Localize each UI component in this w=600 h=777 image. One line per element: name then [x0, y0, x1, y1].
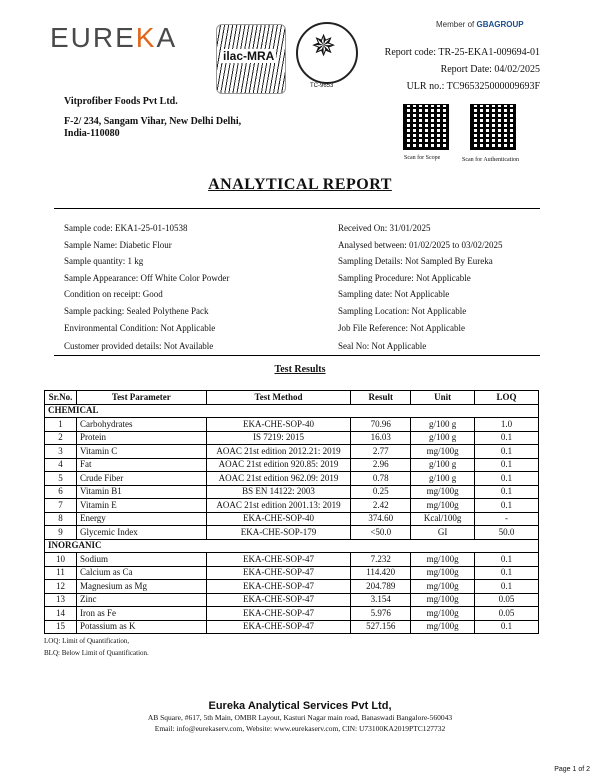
table-cell: 0.1 [475, 499, 539, 513]
table-cell: Zinc [76, 593, 206, 607]
table-cell: Kcal/100g [411, 512, 475, 526]
table-cell: mg/100g [411, 445, 475, 459]
table-cell: Carbohydrates [76, 418, 206, 432]
table-cell: Sodium [76, 553, 206, 567]
table-cell: 11 [45, 566, 77, 580]
table-cell: 0.05 [475, 607, 539, 621]
footer-address: AB Square, #617, 5th Main, OMBR Layout, Kasturi Nagar main road, Banaswadi Bangalore-560043 [147, 713, 453, 722]
table-cell: IS 7219: 2015 [206, 431, 351, 445]
table-row [45, 620, 539, 634]
table-row [45, 512, 539, 526]
table-cell: 9 [45, 526, 77, 540]
table-cell: AOAC 21st edition 920.85: 2019 [206, 458, 351, 472]
table-cell: 16.03 [351, 431, 411, 445]
table-cell: 0.1 [475, 553, 539, 567]
table-row [45, 593, 539, 607]
table-cell: mg/100g [411, 593, 475, 607]
table-cell: 0.78 [351, 472, 411, 486]
table-cell: mg/100g [411, 580, 475, 594]
table-row [45, 431, 539, 445]
table-cell: mg/100g [411, 620, 475, 634]
table-cell: EKA-CHE-SOP-47 [206, 607, 351, 621]
test-results-table [44, 390, 539, 634]
table-cell: EKA-CHE-SOP-47 [206, 553, 351, 567]
table-cell: 527.156 [351, 620, 411, 634]
table-cell: 5 [45, 472, 77, 486]
member-of: Member of GBAGROUP [436, 20, 524, 29]
scope-qr-caption: Scan for Scope [404, 155, 441, 161]
table-row [45, 472, 539, 486]
table-row [45, 553, 539, 567]
client-address: Vitprofiber Foods Pvt Ltd. F-2/ 234, Sangam Vihar, New Delhi Delhi, India-110080 [64, 96, 242, 139]
divider-top [54, 208, 540, 209]
table-cell: Glycemic Index [76, 526, 206, 540]
section-row-chemical: CHEMICAL [45, 404, 539, 418]
table-row [45, 418, 539, 432]
table-cell: 204.789 [351, 580, 411, 594]
table-cell: 2.77 [351, 445, 411, 459]
authentication-qr-code[interactable] [470, 104, 516, 150]
table-row [45, 566, 539, 580]
table-cell: 2 [45, 431, 77, 445]
table-row [45, 607, 539, 621]
divider-bottom [54, 355, 540, 356]
accreditation-seal: ✵ [296, 22, 358, 84]
table-cell: Iron as Fe [76, 607, 206, 621]
table-cell: Energy [76, 512, 206, 526]
table-cell: Fat [76, 458, 206, 472]
section-row-inorganic: INORGANIC [45, 539, 539, 553]
table-cell: mg/100g [411, 553, 475, 567]
ilac-mra-logo: ilac-MRA [216, 24, 286, 94]
table-cell: - [475, 512, 539, 526]
loq-note: LOQ: Limit of Quantification, [44, 637, 130, 645]
table-row [45, 499, 539, 513]
footer [0, 700, 600, 734]
page-number: Page 1 of 2 [554, 766, 590, 773]
table-cell: 2.42 [351, 499, 411, 513]
table-cell: EKA-CHE-SOP-47 [206, 580, 351, 594]
table-cell: Calcium as Ca [76, 566, 206, 580]
table-cell: mg/100g [411, 607, 475, 621]
table-cell: 0.1 [475, 620, 539, 634]
sample-info-left: Sample code: EKA1-25-01-10538 Sample Name: Diabetic Flour Sample quantity: 1 kg Sample Appearance: Off White Color Powder Condition on receipt: Good Sample packing: Sealed Polythene Pack Environmental Condition: Not Applicable Customer provided details: Not Available [64, 223, 230, 352]
table-cell: 114.420 [351, 566, 411, 580]
notes [44, 635, 149, 659]
authentication-qr-caption: Scan for Authentication [462, 157, 519, 163]
table-cell: 12 [45, 580, 77, 594]
table-cell: EKA-CHE-SOP-47 [206, 593, 351, 607]
table-cell: Protein [76, 431, 206, 445]
table-cell: 5.976 [351, 607, 411, 621]
table-row [45, 445, 539, 459]
table-cell: Potassium as K [76, 620, 206, 634]
table-cell: EKA-CHE-SOP-40 [206, 418, 351, 432]
table-cell: 15 [45, 620, 77, 634]
table-cell: <50.0 [351, 526, 411, 540]
table-cell: 0.1 [475, 445, 539, 459]
table-cell: 10 [45, 553, 77, 567]
table-header-row: Sr.No. Test Parameter Test Method Result Unit LOQ [45, 391, 539, 405]
ulr-number: ULR no.: TC965325000009693F [406, 81, 540, 92]
table-cell: mg/100g [411, 566, 475, 580]
table-cell: 2.96 [351, 458, 411, 472]
table-cell: 0.1 [475, 485, 539, 499]
table-cell: 50.0 [475, 526, 539, 540]
table-cell: EKA-CHE-SOP-179 [206, 526, 351, 540]
scope-qr-code[interactable] [403, 104, 449, 150]
footer-company: Eureka Analytical Services Pvt Ltd, [208, 700, 392, 712]
table-cell: AOAC 21st edition 2001.13: 2019 [206, 499, 351, 513]
table-cell: mg/100g [411, 485, 475, 499]
table-cell: 0.1 [475, 580, 539, 594]
sample-info-right: Received On: 31/01/2025 Analysed between: 01/02/2025 to 03/02/2025 Sampling Details: Not Sampled By Eureka Sampling Procedure: Not Applicable Sampling date: Not Applicable Sampling Location: Not Applicable Job File Reference: Not Applicable Seal No: Not Applicable [338, 223, 503, 352]
table-cell: 1.0 [475, 418, 539, 432]
table-cell: 0.25 [351, 485, 411, 499]
table-cell: 374.60 [351, 512, 411, 526]
table-row [45, 580, 539, 594]
table-cell: mg/100g [411, 499, 475, 513]
table-cell: Magnesium as Mg [76, 580, 206, 594]
table-row [45, 485, 539, 499]
table-cell: 1 [45, 418, 77, 432]
table-cell: g/100 g [411, 458, 475, 472]
footer-contact: Email: info@eurekaserv.com, Website: www.eurekaserv.com, CIN: U73100KA2019PTC127732 [154, 724, 446, 733]
table-cell: Crude Fiber [76, 472, 206, 486]
table-cell: BS EN 14122: 2003 [206, 485, 351, 499]
table-cell: EKA-CHE-SOP-40 [206, 512, 351, 526]
report-code: Report code: TR-25-EKA1-009694-01 [384, 47, 540, 58]
table-cell: 8 [45, 512, 77, 526]
table-cell: 7.232 [351, 553, 411, 567]
table-cell: 3.154 [351, 593, 411, 607]
table-cell: 0.1 [475, 566, 539, 580]
client-name: Vitprofiber Foods Pvt Ltd. [64, 96, 178, 107]
table-row [45, 458, 539, 472]
table-cell: 6 [45, 485, 77, 499]
table-cell: 70.96 [351, 418, 411, 432]
table-cell: Vitamin C [76, 445, 206, 459]
table-cell: 13 [45, 593, 77, 607]
blq-note: BLQ: Below Limit of Quantification. [44, 649, 149, 657]
table-cell: AOAC 21st edition 962.09: 2019 [206, 472, 351, 486]
table-cell: 0.1 [475, 472, 539, 486]
table-cell: EKA-CHE-SOP-47 [206, 620, 351, 634]
report-date: Report Date: 04/02/2025 [440, 64, 540, 75]
table-cell: 7 [45, 499, 77, 513]
test-results-title: Test Results [274, 364, 326, 375]
table-cell: Vitamin B1 [76, 485, 206, 499]
table-cell: g/100 g [411, 431, 475, 445]
table-cell: Vitamin E [76, 499, 206, 513]
report-title: ANALYTICAL REPORT [208, 176, 392, 193]
eureka-logo: EUREKA [50, 22, 178, 53]
accreditation-code: TC-9653 [310, 83, 334, 89]
table-cell: 4 [45, 458, 77, 472]
table-cell: 0.1 [475, 458, 539, 472]
table-cell: g/100 g [411, 418, 475, 432]
table-cell: g/100 g [411, 472, 475, 486]
table-cell: 3 [45, 445, 77, 459]
table-cell: 0.1 [475, 431, 539, 445]
report-meta [385, 44, 540, 95]
table-cell: EKA-CHE-SOP-47 [206, 566, 351, 580]
table-cell: 14 [45, 607, 77, 621]
table-cell: GI [411, 526, 475, 540]
table-cell: 0.05 [475, 593, 539, 607]
table-cell: AOAC 21st edition 2012.21: 2019 [206, 445, 351, 459]
table-row [45, 526, 539, 540]
